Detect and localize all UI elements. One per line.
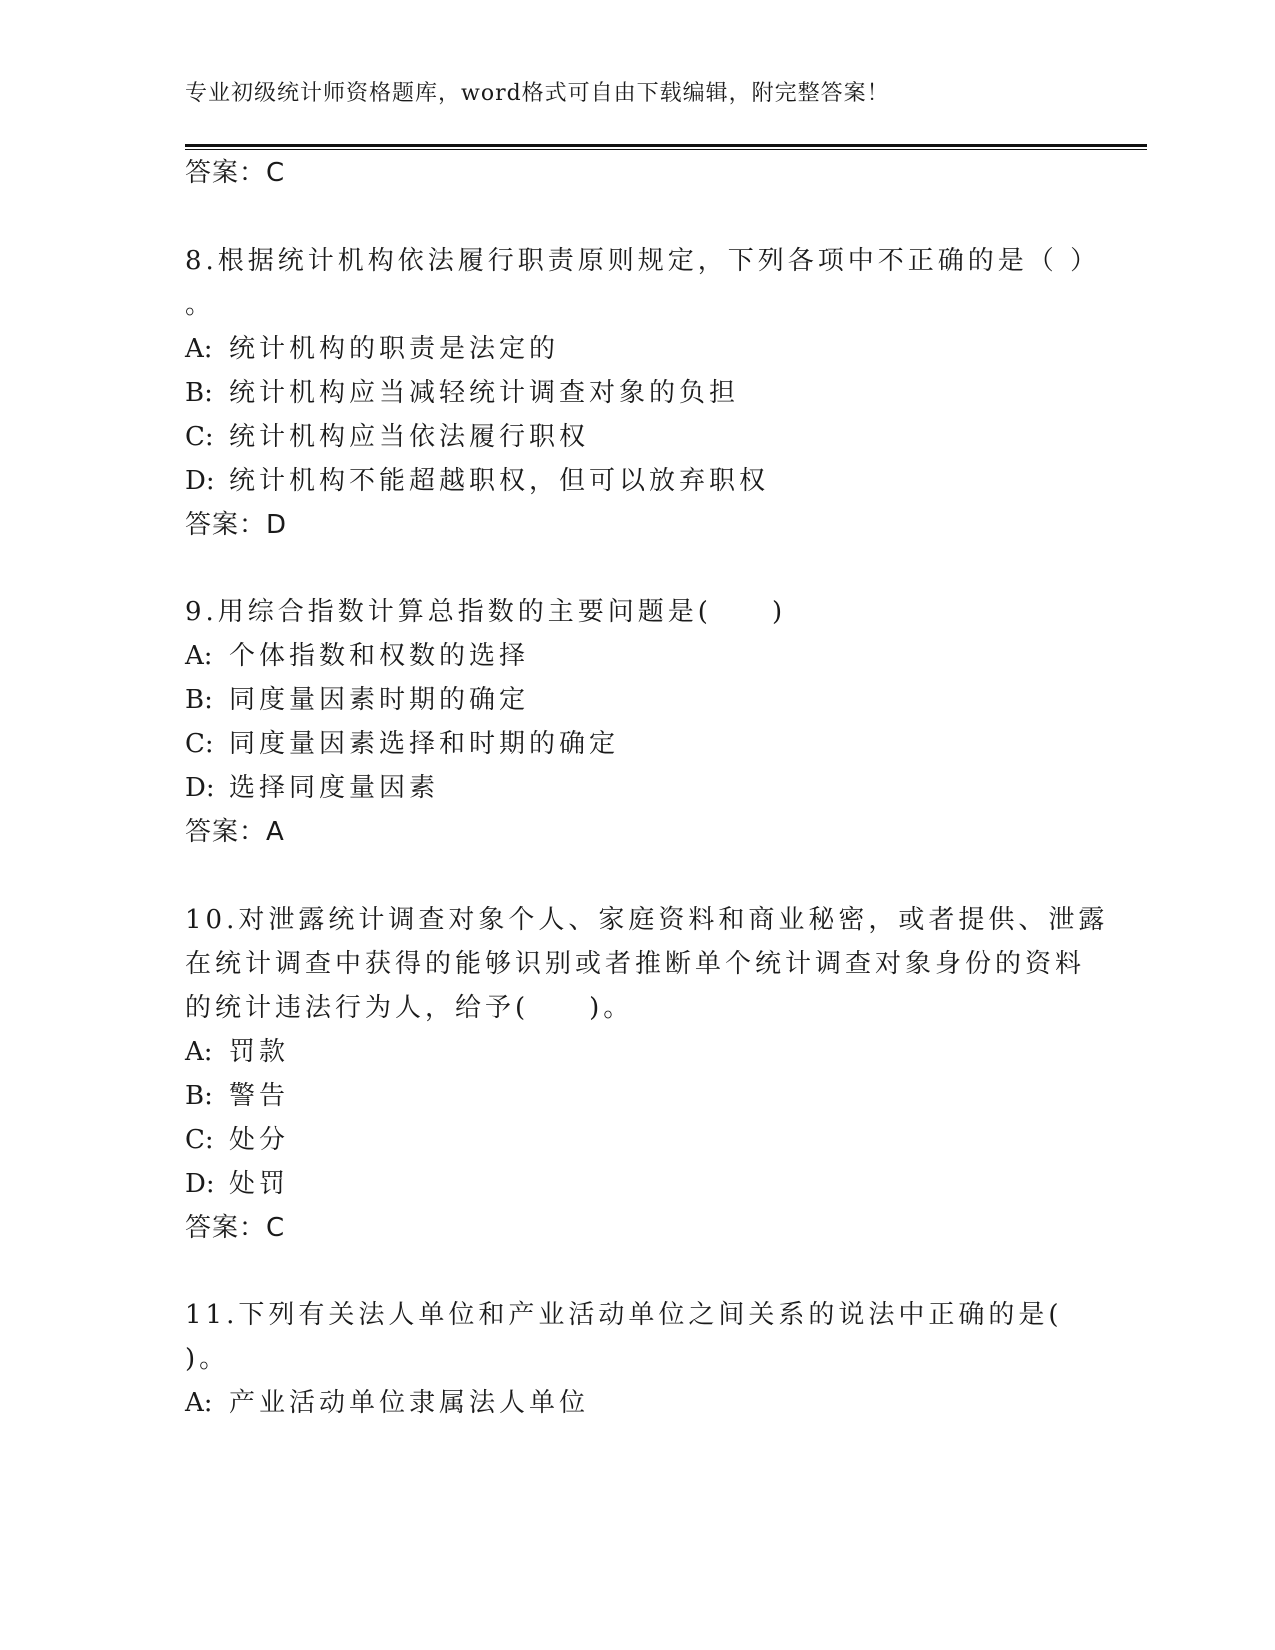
option-text: 统计机构不能超越职权，但可以放弃职权 — [229, 466, 770, 496]
option-10-d — [185, 1169, 289, 1199]
option-letter: D: — [185, 466, 215, 496]
question-10-line-2: 在统计调查中获得的能够识别或者推断单个统计调查对象身份的资料 — [185, 949, 1086, 979]
option-8-b — [185, 378, 739, 408]
option-letter: B: — [185, 1081, 213, 1111]
option-text: 选择同度量因素 — [229, 773, 440, 803]
answer-10: 答案：C — [185, 1213, 286, 1243]
question-11-line-1: 11.下列有关法人单位和产业活动单位之间关系的说法中正确的是( — [185, 1300, 1063, 1330]
option-9-b — [185, 685, 529, 715]
option-text: 罚款 — [229, 1037, 290, 1067]
answer-7: 答案：C — [185, 158, 286, 188]
question-8-line-2: 。 — [185, 290, 216, 320]
option-text: 处分 — [229, 1125, 290, 1155]
option-9-d — [185, 773, 439, 803]
question-10-line-1: 10.对泄露统计调查对象个人、家庭资料和商业秘密，或者提供、泄露 — [185, 905, 1109, 935]
option-9-a — [185, 641, 529, 671]
option-text: 统计机构应当减轻统计调查对象的负担 — [229, 378, 740, 408]
question-11-line-2: )。 — [185, 1344, 230, 1374]
header-rule-thin — [185, 149, 1147, 150]
option-letter: B: — [185, 378, 213, 408]
option-text: 同度量因素时期的确定 — [229, 685, 530, 715]
option-10-a — [185, 1037, 289, 1067]
option-text: 统计机构应当依法履行职权 — [229, 422, 590, 452]
option-text: 同度量因素选择和时期的确定 — [229, 729, 620, 759]
answer-9: 答案：A — [185, 817, 285, 847]
answer-8: 答案：D — [185, 510, 288, 540]
option-8-a — [185, 334, 559, 364]
option-letter: A: — [185, 334, 213, 364]
option-9-c — [185, 729, 619, 759]
option-letter: B: — [185, 685, 213, 715]
option-11-a — [185, 1388, 589, 1418]
option-8-c — [185, 422, 589, 452]
question-8-line-1: 8.根据统计机构依法履行职责原则规定，下列各项中不正确的是（ ） — [185, 246, 1101, 276]
page-header: 专业初级统计师资格题库，word格式可自由下载编辑，附完整答案！ — [185, 81, 890, 106]
option-text: 处罚 — [229, 1169, 290, 1199]
header-rule-thick — [185, 144, 1147, 147]
option-letter: C: — [185, 729, 214, 759]
option-text: 产业活动单位隶属法人单位 — [229, 1388, 590, 1418]
option-8-d — [185, 466, 769, 496]
option-letter: C: — [185, 422, 214, 452]
option-text: 个体指数和权数的选择 — [229, 641, 530, 671]
option-10-b — [185, 1081, 289, 1111]
option-text: 警告 — [229, 1081, 290, 1111]
question-9-line-1: 9.用综合指数计算总指数的主要问题是( ) — [185, 597, 787, 627]
option-letter: A: — [185, 1388, 213, 1418]
option-letter: D: — [185, 1169, 215, 1199]
option-letter: A: — [185, 641, 213, 671]
option-letter: D: — [185, 773, 215, 803]
option-text: 统计机构的职责是法定的 — [229, 334, 560, 364]
option-10-c — [185, 1125, 289, 1155]
question-10-line-3: 的统计违法行为人，给予( )。 — [185, 993, 634, 1023]
option-letter: A: — [185, 1037, 213, 1067]
option-letter: C: — [185, 1125, 214, 1155]
